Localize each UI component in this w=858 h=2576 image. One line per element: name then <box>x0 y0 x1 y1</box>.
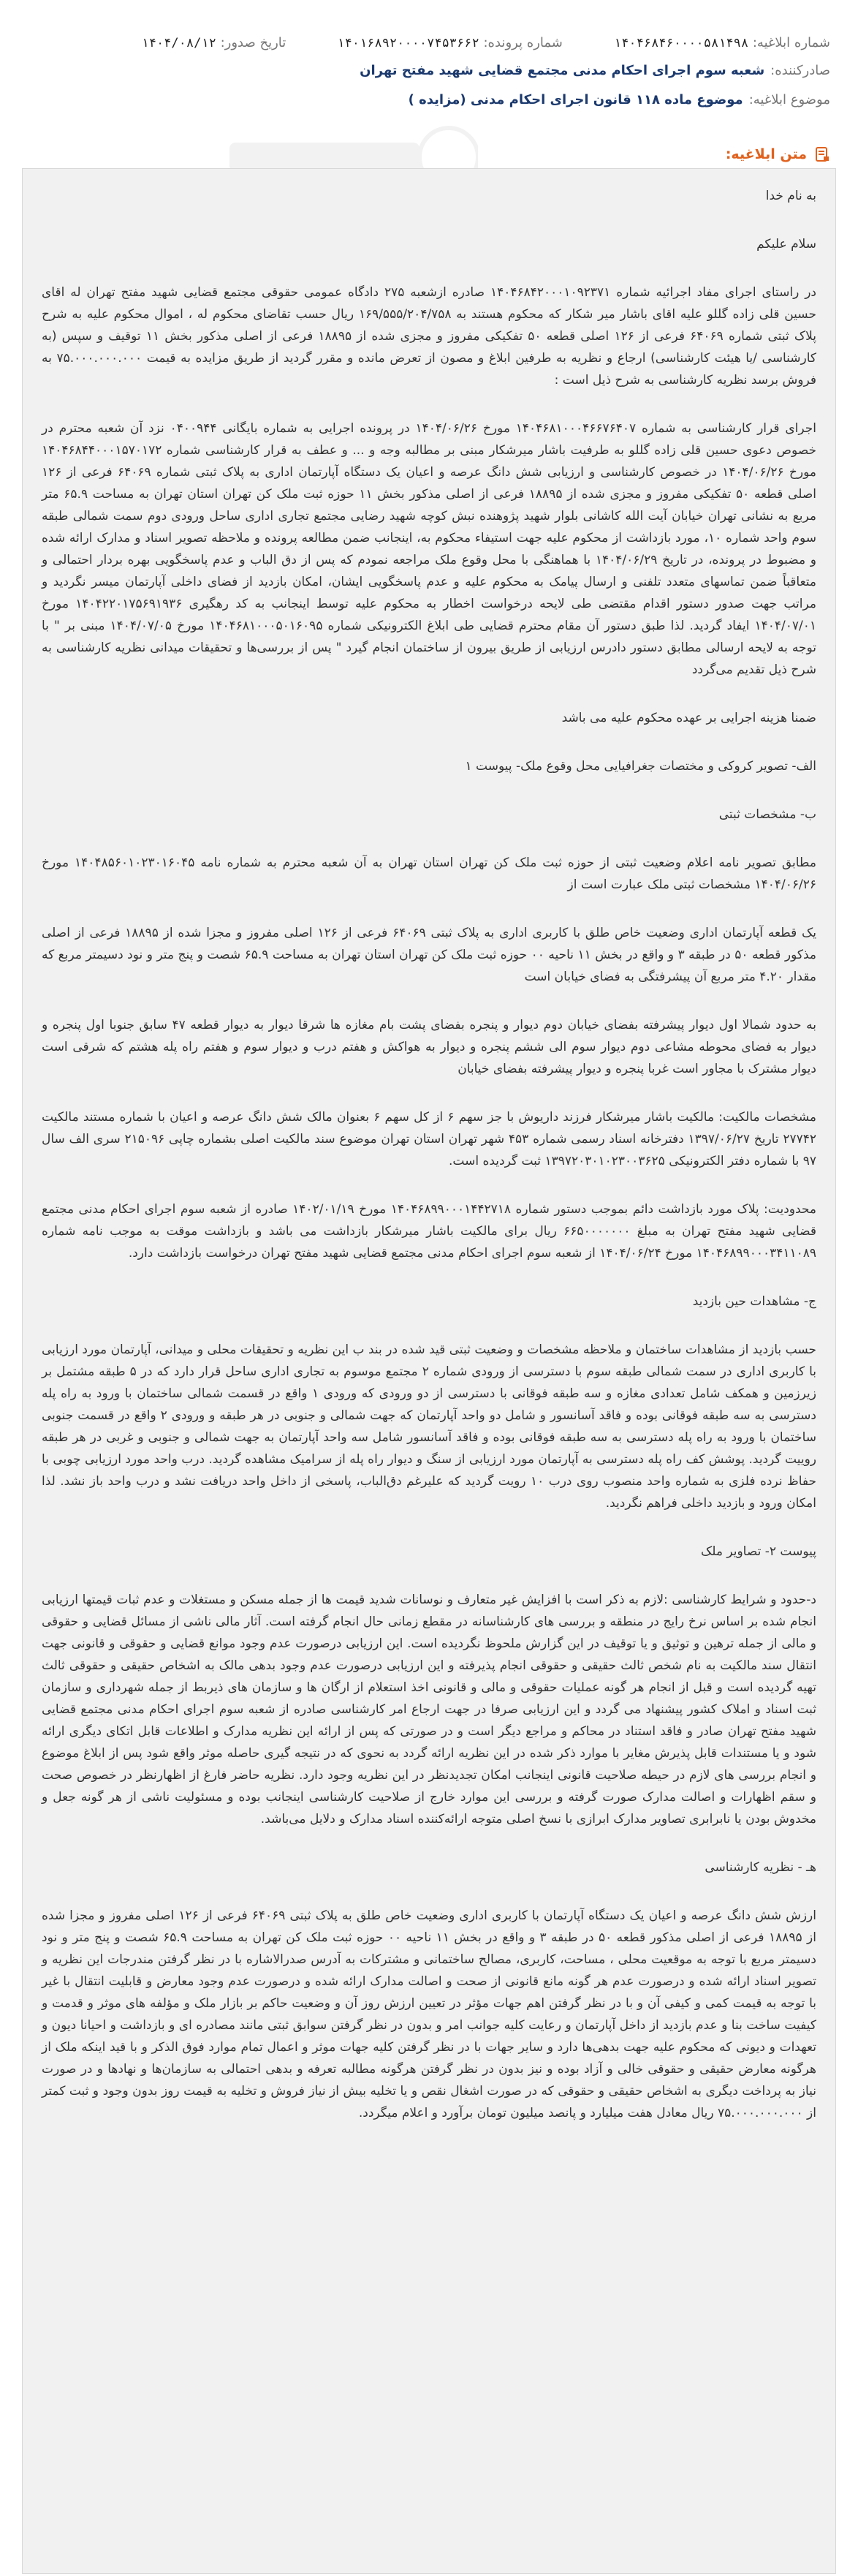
paragraph-salutation-bismillah: به نام خدا <box>765 189 816 203</box>
notice-body <box>22 168 836 2574</box>
paragraph-costs: ضمنا هزینه اجرایی بر عهده محکوم علیه می باشد <box>561 711 816 725</box>
paragraph-ownership: مشخصات مالکیت: مالکیت باشار میرشکار فرزند داریوش با جز سهم ۶ از کل سهم ۶ بعنوان مالک شش دانگ عرصه و اعیان با شماره مستند مالکیت ۲۷۷۴۲ تاریخ ۱۳۹۷/۰۶/۲۷ دفترخانه اسناد رسمی شماره ۴۵۳ شهر تهران استان تهران موضوع سند مالکیت اصلی بشماره چاپی ۲۱۵۰۹۶ سری الف سال ۹۷ با شماره دفتر الکترونیکی ۱۳۹۷۲۰۳۰۱۰۲۳۰۰۳۶۲۵ ثبت گردیده است. <box>42 1110 817 1168</box>
case-number-label: شماره پرونده: <box>483 34 563 50</box>
document-icon <box>814 146 830 162</box>
subject-value: موضوع ماده ۱۱۸ قانون اجرای احکام مدنی (مزایده ) <box>408 91 743 107</box>
notice-number-value: ۱۴۰۴۶۸۴۶۰۰۰۰۵۸۱۴۹۸ <box>613 35 749 50</box>
paragraph-property-spec: یک قطعه آپارتمان اداری وضعیت خاص طلق با کاربری اداری به پلاک ثبتی ۶۴۰۶۹ فرعی از ۱۲۶ اصلی مفروز و مجزا شده از ۱۸۸۹۵ فرعی از اصلی مذکور قطعه ۵۰ در طبقه ۳ و واقع در بخش ۱۱ ناحیه ۰۰ حوزه ثبت ملک کن تهران استان تهران به مساحت ۶۵.۹ شصت و پنج متر و نود دسیمتر مربع که مقدار ۴.۲۰ متر مربع آن پیشرفتگی به فضای خیابان است <box>42 926 817 984</box>
issue-date-label: تاریخ صدور: <box>220 34 286 50</box>
notice-meta-row <box>22 29 836 56</box>
section-b-heading: ب- مشخصات ثبتی <box>718 807 816 822</box>
paragraph-boundaries: به حدود شمالا اول دیوار پیشرفته بفضای خیابان دوم دیوار و پنجره بفضای پشت بام مغازه ها شرقا دیوار به دیوار قطعه ۴۷ سابق جنوبا اول پنجره و دیوار به فضای محوطه مشاعی دوم دیوار سوم الی ششم پنجره و دیوار به هواکش و هفتم درب و دیوار سوم و هفتم راه پله هشتم که شرقی است دیوار مشترک با مجاور است غربا پنجره و دیوار پیشرفته بفضای خیابان <box>42 1018 816 1076</box>
paragraph-valuation: ارزش شش دانگ عرصه و اعیان یک دستگاه آپارتمان با کاربری اداری وضعیت خاص طلق به پلاک ثبتی ۶۴۰۶۹ فرعی از ۱۲۶ اصلی مفروز و مجزا شده از ۱۸۸۹۵ فرعی از اصلی مذکور قطعه ۵۰ در طبقه ۳ و واقع در بخش ۱۱ ناحیه ۰۰ حوزه ثبت ملک کن تهران به مساحت ۶۵.۹ شصت و پنج متر و نود دسیمتر مربع با توجه به موقعیت محلی ، مساحت، کاربری، مصالح ساختمانی و مشترکات به آدرس صدرالاشاره با در نظر گرفتن مندرجات این نظریه و تصویر اسناد ارائه شده و درصورت عدم هر گونه مانع قانونی از صحت و اصالت مدارک ارائه شده و درصورت عدم وجود معارض و قابلیت انتقال با غیر با توجه به قیمت کمی و کیفی آن و با در نظر گرفتن اهم جهات مؤثر در تعیین ارزش روز آن و وضعیت حاکم بر بازار ملک و مؤلفه های موثر و قدمت و کیفیت ساخت بنا و عدم بازدید از داخل آپارتمان و رعایت کلیه جوانب امر و بدون در نظر گرفتن سوابق ثبتی مانند مصادره ای و بازداشت و احیانا دیون و تعهدات و دیونی که محکوم علیه جهت بدهی‌ها دارد و سایر جهات با در نظر گرفتن کلیه جهات موثر و اعمال تمام موارد فوق الذکر و با قید اینکه ملک از هرگونه معارض حقیقی و حقوقی خالی و آزاد بوده و نیز بدون در نظر گرفتن هرگونه مطالبه تعرفه و بدهی احتمالی به سازمان‌ها و نهاد‌ها و در صورت نیاز به پرداخت دیگری به اشخاص حقیقی و حقوقی که در صورت اشغال نقص و یا تخلیه بیش از نیاز فروش و تخلیه به قیمت روز بدون وجود و ثبت کمتر از ۷۵.۰۰۰.۰۰۰.۰۰۰ ریال معادل هفت میلیارد و پانصد میلیون تومان برآورد و اعلام میگردد. <box>42 1908 816 2120</box>
paragraph-greeting: سلام علیکم <box>756 237 816 252</box>
paragraph-restrictions: محدودیت: پلاک مورد بازداشت دائم بموجب دستور شماره ۱۴۰۴۶۸۹۹۰۰۰۱۴۴۲۷۱۸ مورخ ۱۴۰۲/۰۱/۱۹ صادره از شعبه سوم اجرای احکام مدنی مجتمع قضایی شهید مفتح تهران به مبلغ ۶۶۵۰۰۰۰۰۰۰ ریال برای مالکیت باشار میرشکار بازداشت می باشد و بازداشت موقت به موجب نامه شماره ۱۴۰۴۶۸۹۹۰۰۰۳۴۱۱۰۸۹ مورخ ۱۴۰۴/۰۶/۲۴ از شعبه سوم اجرای احکام مدنی مجتمع قضایی شهید مفتح تهران درخواست بازداشت دارد. <box>42 1202 817 1261</box>
paragraph-registry-letter: مطابق تصویر نامه اعلام وضعیت ثبتی از حوزه ثبت ملک کن تهران استان تهران به آن شعبه محترم به شماره نامه ۱۴۰۴۸۵۶۰۱۰۲۳۰۱۶۰۴۵ مورخ ۱۴۰۴/۰۶/۲۶ مشخصات ثبتی ملک عبارت است از <box>42 855 816 892</box>
attachment-2-heading: پیوست ۲- تصاویر ملک <box>701 1544 816 1559</box>
section-c-heading: ج- مشاهدات حین بازدید <box>692 1294 816 1309</box>
paragraph-observations: حسب بازدید از مشاهدات ساختمان و ملاحظه مشخصات و وضعیت ثبتی قید شده در بند ب این نظریه و تحقیقات محلی و میدانی، آپارتمان مورد ارزیابی با کاربری اداری در سمت شمالی طبقه سوم با دسترسی از ورودی شماره ۲ مجتمع موسوم به تجاری اداری ساحل قرار دارد که در ۵ طبقه مشتمل بر زیرزمین و همکف شامل تعدادی مغازه و سه طبقه فوقانی با دسترسی از دو ورودی که ورودی ۱ واقع در قسمت شمالی ساختمان با ورود به راه پله دسترسی به سه طبقه فوقانی بوده و فاقد آسانسور و شامل دو واحد آپارتمان که جهت شمالی و جنوبی در هر طبقه و ورودی ۲ واقع در قسمت جنوبی ساختمان با ورود به راه پله دسترسی به سه طبقه فوقانی بوده و فاقد آسانسور شامل سه واحد آپارتمان به جهت شمالی و جنوبی و غربی در هر طبقه روییت گردید. پوشش کف راه پله دسترسی به آپارتمان مورد ارزیابی از سنگ و دیوار راه پله از سرامیک مشاهده گردید. درب واحد مورد ارزیابی چوبی با حفاظ نرده فلزی به شماره واحد منصوب روی درب ۱۰ رویت گردید که علیرغم دق‌الباب، پاسخی از داخل واحد دریافت نشد و درب واحد باز نشد. لذا امکان ورود و بازدید داخلی فراهم نگردید. <box>42 1342 816 1511</box>
issue-date <box>141 35 286 50</box>
issuer-label: صادرکننده: <box>770 62 830 78</box>
section-e-heading: هـ - نظریه کارشناسی <box>705 1860 816 1875</box>
case-number <box>337 35 563 50</box>
section-a-heading: الف- تصویر کروکی و مختصات جغرافیایی محل وقوع ملک- پیوست ۱ <box>465 759 816 774</box>
paragraph-expert-order: اجرای قرار کارشناسی به شماره ۱۴۰۴۶۸۱۰۰۰۴۶۶۷۶۴۰۷ مورخ ۱۴۰۴/۰۶/۲۶ در پرونده اجرایی به شماره بایگانی ۰۴۰۰۹۴۴ نزد آن شعبه محترم در خصوص دعوی حسین قلی زاده گللو به طرفیت باشار میرشکار مبنی بر مطالبه وجه و ... و عطف به قرار کارشناسی شماره ۱۴۰۴۶۸۴۴۰۰۰۱۵۷۰۱۷۲ مورخ ۱۴۰۴/۰۶/۲۶ در خصوص کارشناسی و ارزیابی شش دانگ عرصه و اعیان یک دستگاه آپارتمان اداری به پلاک ثبتی شماره ۶۴۰۶۹ فرعی از ۱۲۶ اصلی قطعه ۵۰ تفکیکی مفروز و مجزی شده از ۱۸۸۹۵ فرعی از اصلی مذکور بخش ۱۱ حوزه ثبت ملک کن تهران استان تهران به مساحت ۶۵.۹ متر مربع به نشانی تهران خیابان آیت الله کاشانی بلوار شهید پژوهنده نبش کوچه شهید رضایی مجتمع تجاری اداری ساحل ورودی دوم سمت شمالی طبقه سوم واحد شماره ۱۰، مورد بازداشت از محکوم علیه جهت استیفاء محکوم به، اینجانب ضمن مطالعه پرونده و ملاحظه تصویر اسناد و مدارک ارائه شده و مضبوط در پرونده، در تاریخ ۱۴۰۴/۰۶/۲۹ با هماهنگی با محل وقوع ملک مراجعه نمودم که پس از دق الباب و عدم پاسخگویی بهره بردار احتمالی و متعاقباً ضمن تماسهای متعدد تلفنی و ارسال پیامک به محکوم علیه و عدم پاسخگویی ایشان، امکان بازدید از فضای داخلی آپارتمان میسر نگردید و مراتب جهت صدور دستور اقدام مقتضی طی لایحه درخواست اخطار به محکوم علیه توسط اینجانب به کد رهگیری ۱۴۰۴۲۲۰۱۷۵۶۹۱۹۳۶ مورخ ۱۴۰۴/۰۷/۰۱ ایفاد گردید. لذا طبق دستور آن مقام محترم قضایی طی ابلاغ الکترونیکی شماره ۱۴۰۴۶۸۱۰۰۰۵۰۱۶۰۹۵ مورخ ۱۴۰۴/۰۷/۰۵ مبنی بر " با توجه به لایحه ارسالی مطابق دستور دادرس ارزیابی از طریق بیرون از ساختمان انجام گیرد " پس از بررسی‌ها و تحقیقات میدانی نظریه کارشناسی به شرح ذیل تقدیم می‌گردد <box>42 421 816 677</box>
paragraph-intro: در راستای اجرای مفاد اجرائیه شماره ۱۴۰۴۶۸۴۲۰۰۰۱۰۹۲۳۷۱ صادره ازشعبه ۲۷۵ دادگاه عمومی حقوقی مجتمع قضایی شهید مفتح تهران له اقای حسین قلی زاده گللو علیه اقای باشار میر شکار که محکوم هستند به ۱۶۹/۵۵۵/۲۰۴/۷۵۸ ریال حسب تقاضای محکوم له ، اموال محکوم علیه به شرح پلاک ثبتی شماره ۶۴۰۶۹ فرعی از ۱۲۶ اصلی قطعه ۵۰ تفکیکی مفروز و مجزی شده از ۱۸۸۹۵ فرعی از اصلی مذکور بخش ۱۱ توقیف و سپس (به کارشناسی /یا هیئت کارشناسی) ارجاع و نظریه به طرفین ابلاغ و مصون از تعرض مانده و مقرر گردید از طریق مزایده به قیمت ۷۵.۰۰۰.۰۰۰.۰۰۰ به فروش برسد نظریه کارشناسی به شرح ذیل است : <box>42 285 817 388</box>
notice-number <box>614 35 830 50</box>
issuer-line <box>22 56 836 85</box>
subject-label: موضوع ابلاغیه: <box>748 91 830 107</box>
subject-line <box>22 85 836 114</box>
issuer-value: شعبه سوم اجرای احکام مدنی مجتمع قضایی شهید مفتح تهران <box>360 62 765 78</box>
notice-number-label: شماره ابلاغیه: <box>752 34 830 50</box>
notice-text-title: متن ابلاغیه: <box>725 146 807 162</box>
case-number-value: ۱۴۰۱۶۸۹۲۰۰۰۰۷۴۵۳۶۶۲ <box>337 35 479 50</box>
issue-date-value: ۱۴۰۴/۰۸/۱۲ <box>141 35 216 50</box>
paragraph-conditions: د-حدود و شرایط کارشناسی :لازم به ذکر است با افزایش غیر متعارف و نوسانات شدید قیمت ها از جمله مسکن و مستغلات و عدم ثبات قیمتها ارزیابی انجام شده بر اساس نرخ رایج در منطقه و بررسی های کارشناسانه در مقطع زمانی حال انجام گرفته است. آثار مالی ناشی از مسائل قضایی و حقوقی و مالی از جمله ترهین و توثیق و یا توقیف در این گزارش ملحوظ نگردیده است. این ارزیابی درصورت عدم وجود موانع قضایی و حقوقی و قانونی جهت انتقال سند مالکیت به نام شخص ثالث حقیقی و حقوقی انجام پذیرفته و این ارزیابی درصورت عدم وجود بدهی مالک به اشخاص حقیقی و حقوقی ثالث تهیه گردیده است و قبل از انجام هر گونه عملیات حقوقی و مالی و قانونی اخذ استعلام از ارگان ها و سازمان های ذیربط از جمله شهرداری و سازمان ثبت اسناد و املاک کشور پیشنهاد می گردد و این ارزیابی صرفا در جهت ارجاع امر کارشناسی صادره از شعبه سوم اجرای احکام مدنی مجتمع قضایی شهید مفتح تهران صادر و فاقد استناد در محاکم و مراجع دیگر است و در صورتی که پس از ارائه این نظریه مدارک و اطلاعات قابل اتکای دیگری ارائه شود و یا مستندات قابل پذیرش مغایر با موارد ذکر شده در این نظریه ارائه گردد به نحوی که در نتیجه گیری حاصله موثر واقع شود پس از ابلاغ موضوع و انجام بررسی های لازم در حیطه صلاحیت قانونی اینجانب امکان تجدیدنظر در این نظریه وجود دارد. نظریه حاضر فارغ از اظهارنظر در خصوص صحت و سقم اظهارات و اصالت مدارک صورت گرفته و بررسی این موارد خارج از صلاحیت کارشناسی اینجانب بوده و مسئولیت ناشی از هر گونه جعل و مخدوش بودن یا نابرابری تصاویر مدارک ابرازی با نسخ اصلی متوجه ارائه‌کننده اسناد مدارک و دلایل می‌باشد. <box>42 1593 816 1827</box>
